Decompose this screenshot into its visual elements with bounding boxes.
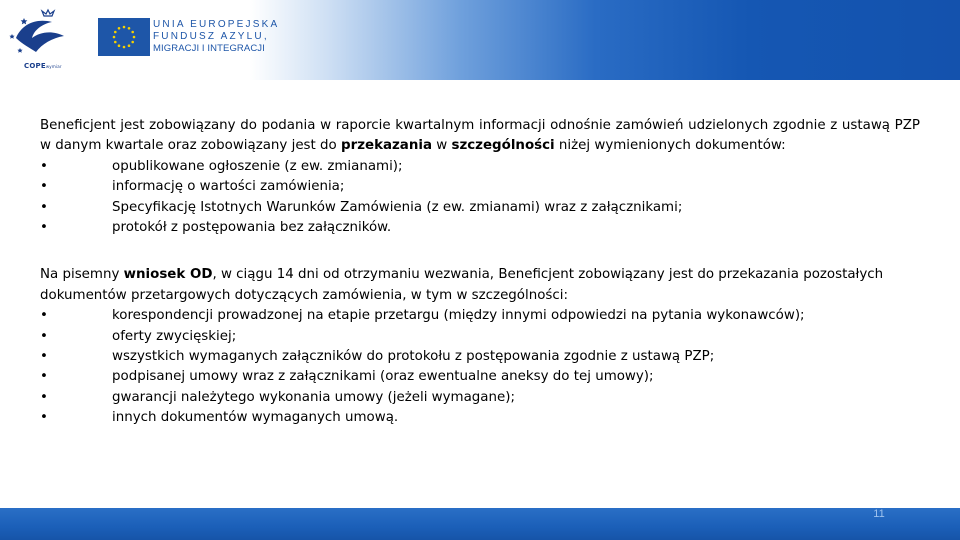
list-item [40,347,920,367]
eu-line-3: MIGRACJI I INTEGRACJI [153,43,265,54]
spacer [40,238,920,265]
list-item-text: opublikowane ogłoszenie (z ew. zmianami); [112,158,403,174]
paragraph-2 [40,265,920,306]
bullet-icon: • [40,179,48,195]
list-item-text: innych dokumentów wymaganych umową. [112,410,399,426]
bullet-icon: • [40,199,48,215]
bullet-list-2 [40,306,920,428]
list-item-text: informację o wartości zamówienia; [112,179,345,195]
bullet-list-1 [40,157,920,239]
bold-wniosek-od: wniosek OD [123,267,213,283]
paragraph-1 [40,116,920,157]
list-item [40,327,920,347]
list-item [40,177,920,197]
list-item-text: podpisanej umowy wraz z załącznikami (oraz ewentualne aneksy do tej umowy); [112,369,654,385]
bold-szczegolnosci: szczególności [451,138,555,154]
eu-line-1: UNIA EUROPEJSKA [153,19,280,30]
footer-bar [0,508,960,540]
list-item-text: wszystkich wymaganych załączników do protokołu z postępowania zgodnie z ustawą PZP; [112,349,715,365]
list-item-text: oferty zwycięskiej; [112,328,237,344]
bullet-icon: • [40,349,48,365]
eu-flag-icon [98,18,150,56]
list-item [40,408,920,428]
list-item-text: korespondencji prowadzonej na etapie przetargu (między innymi odpowiedzi na pytania wykonawców); [112,308,805,324]
page-number: 11 [873,508,885,520]
cope-logo-text: COPEwymiar [24,62,62,70]
list-item [40,367,920,387]
list-item [40,306,920,326]
paragraph-2-text-b: , w ciągu 14 dni od otrzymaniu wezwania, Beneficjent zobowiązany jest do przekazania pozostałych dokumentów przetargowych dotyczących zamówienia, w tym w szczególności: [40,267,884,303]
eu-line-2: FUNDUSZ AZYLU, [153,31,269,42]
paragraph-1-text-b: w [432,138,452,154]
list-item-text: Specyfikację Istotnych Warunków Zamówienia (z ew. zmianami) wraz z załącznikami; [112,199,683,215]
bullet-icon: • [40,220,48,236]
list-item-text: protokół z postępowania bez załączników. [112,220,392,236]
bold-przekazania: przekazania [341,138,432,154]
paragraph-1-text-c: niżej wymienionych dokumentów: [554,138,786,154]
bullet-icon: • [40,328,48,344]
list-item-text: gwarancji należytego wykonania umowy (jeżeli wymagane); [112,389,515,405]
bullet-icon: • [40,308,48,324]
cope-logo [6,8,72,72]
list-item [40,157,920,177]
bullet-icon: • [40,158,48,174]
paragraph-1-text: Beneficjent jest zobowiązany do podania w raporcie kwartalnym informacji odnośnie zamówień udzielonych zgodnie z ustawą PZP w danym kwartale oraz zobowiązany jest do [40,118,920,154]
cope-eagle-icon [6,8,72,58]
list-item [40,218,920,238]
bullet-icon: • [40,369,48,385]
header-banner [0,0,960,80]
list-item [40,388,920,408]
eu-fund-label [153,19,279,55]
slide-content [40,116,920,429]
list-item [40,198,920,218]
bullet-icon: • [40,410,48,426]
bullet-icon: • [40,389,48,405]
paragraph-2-text: Na pisemny [40,267,124,283]
